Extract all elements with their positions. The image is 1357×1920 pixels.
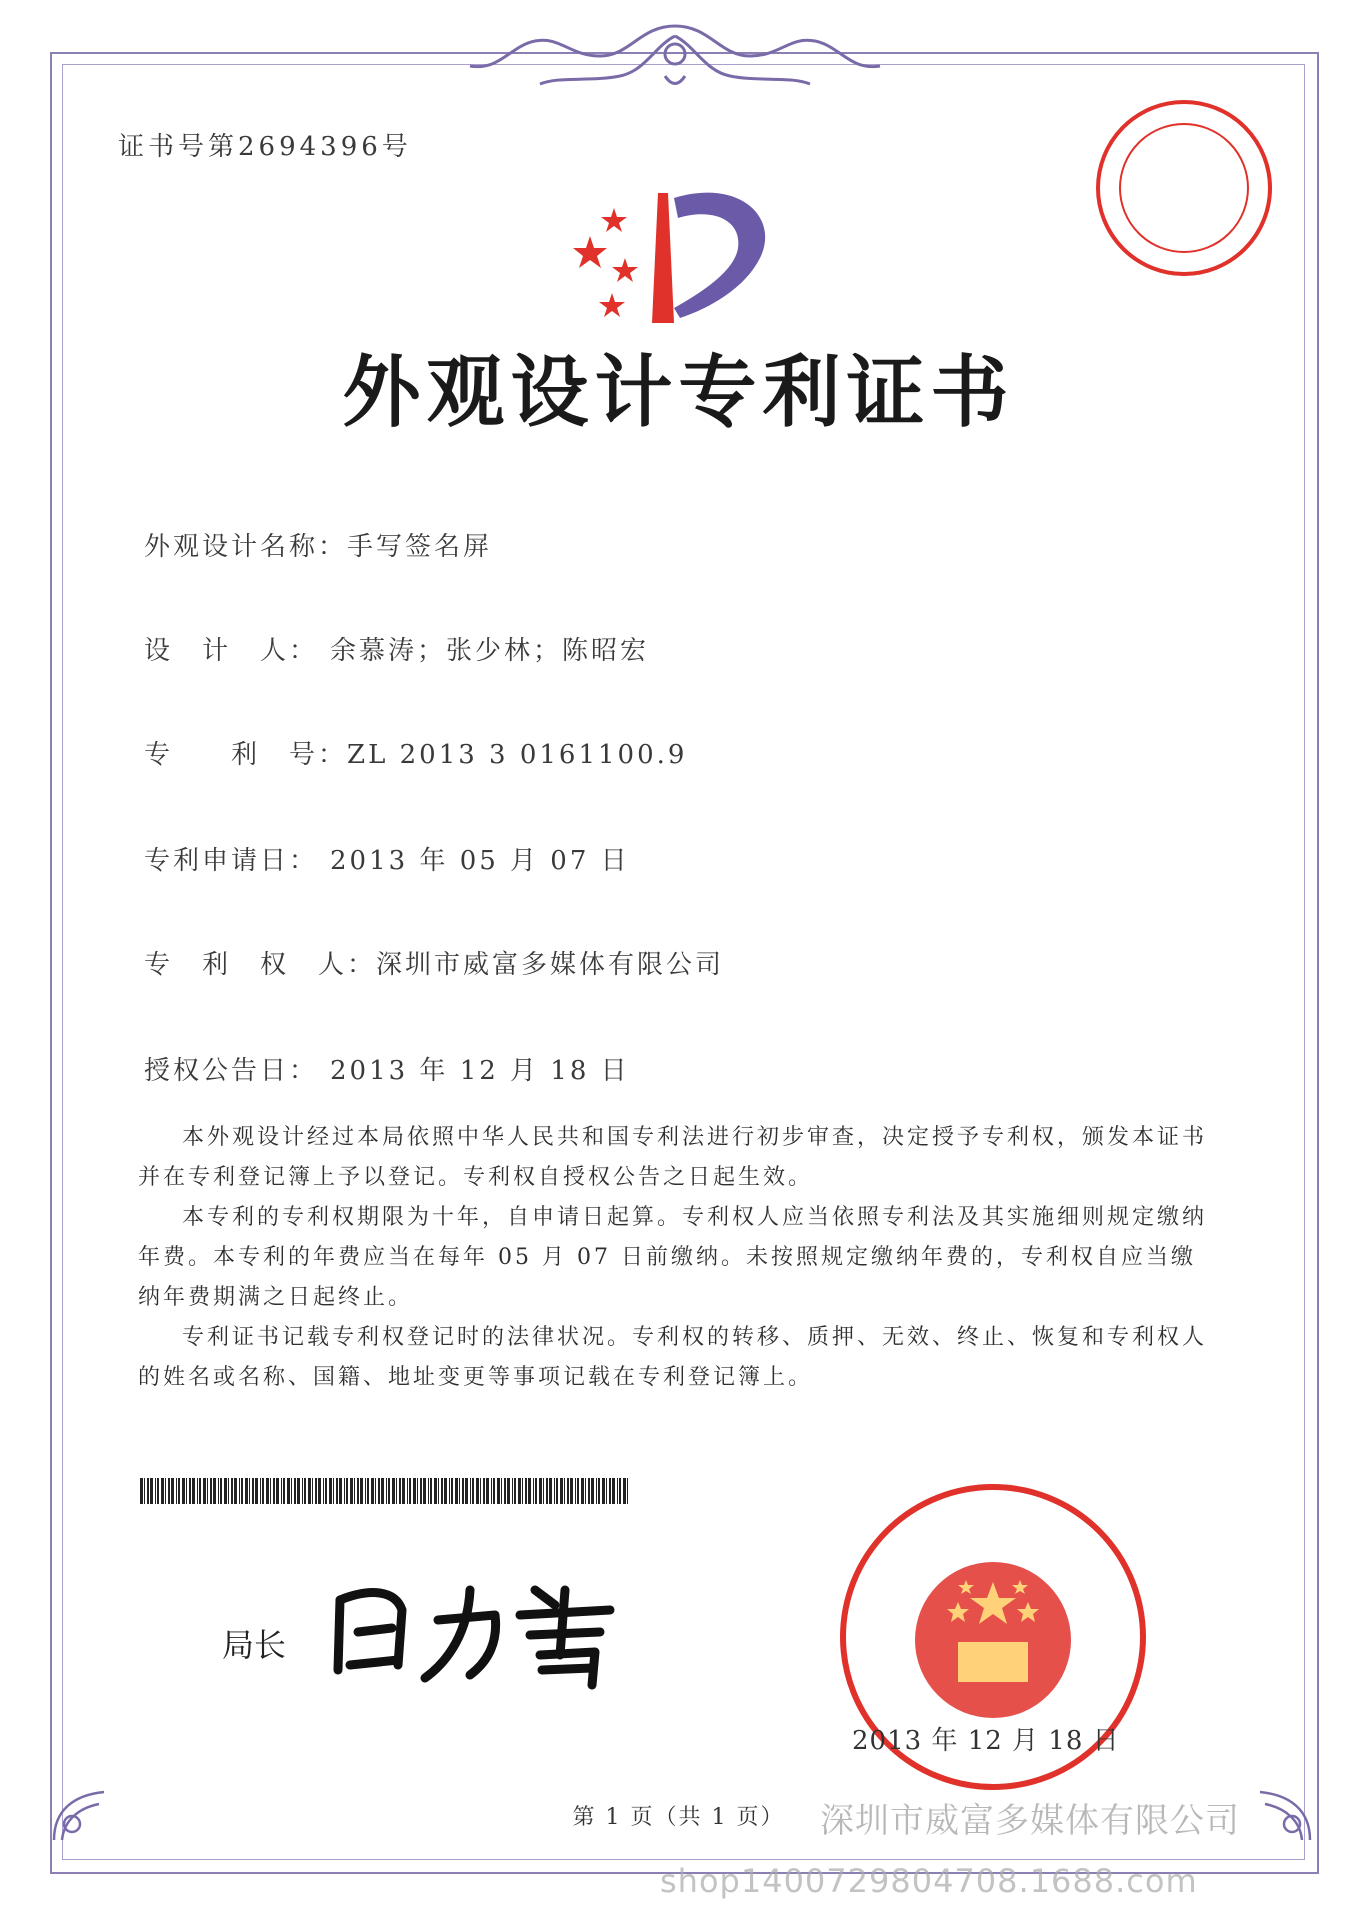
barcode-bar [234,1478,237,1504]
barcode-bar [266,1478,269,1504]
barcode-bar [423,1478,426,1504]
barcode-bar [182,1478,185,1504]
barcode-bar [161,1478,164,1504]
barcode-bar [252,1478,254,1504]
barcode-bar [554,1478,555,1504]
certificate-title: 外观设计专利证书 [342,348,1015,438]
barcode-bar [602,1478,605,1504]
barcode-bar [144,1478,145,1504]
barcode-bar [407,1478,408,1504]
barcode-bar [560,1478,563,1504]
barcode-bar [606,1478,607,1504]
barcode-bar [528,1478,531,1504]
barcode-bar [192,1478,195,1504]
barcode-bar [210,1478,212,1504]
barcode-bar [392,1478,395,1504]
barcode-bar [581,1478,584,1504]
barcode-bar [260,1478,261,1504]
barcode-bar [323,1478,324,1504]
barcode-bar [465,1478,468,1504]
barcode-bar [339,1478,342,1504]
barcode-bar [218,1478,219,1504]
barcode-bar [575,1478,576,1504]
barcode-bar [525,1478,527,1504]
barcode-bar [381,1478,384,1504]
body-paragraph: 专利证书记载专利权登记时的法律状况。专利权的转移、质押、无效、终止、恢复和专利权人的姓名或名称、国籍、地址变更等事项记载在专利登记簿上。 [138,1325,1208,1390]
field-label: 专 利 权 人： [144,950,377,980]
barcode-bar [512,1478,513,1504]
barcode-bar [168,1478,170,1504]
barcode-bar [577,1478,579,1504]
barcode-bar [623,1478,626,1504]
field-patent-number [144,734,687,771]
barcode-bar [585,1478,586,1504]
seal-date: 2013 年 12 月 18 日 [852,1726,1120,1756]
barcode-bar [483,1478,485,1504]
barcode-bar [409,1478,411,1504]
barcode-bar [231,1478,233,1504]
barcode-bar [388,1478,390,1504]
barcode-bar [189,1478,191,1504]
field-value: 余慕涛；张少林；陈昭宏 [330,636,650,666]
barcode-bar [199,1478,201,1504]
barcode-bar [365,1478,366,1504]
barcode-bar [325,1478,327,1504]
barcode-bar [428,1478,429,1504]
barcode-bar [367,1478,369,1504]
barcode-bar [609,1478,611,1504]
barcode-bar [459,1478,460,1504]
barcode-bar [294,1478,296,1504]
barcode-bar [249,1478,250,1504]
barcode [140,1478,630,1504]
field-label: 外观设计名称： [144,532,348,562]
field-designer [144,630,649,667]
barcode-bar [619,1478,621,1504]
barcode-bar [480,1478,481,1504]
barcode-bar [570,1478,573,1504]
watermark-company: 深圳市威富多媒体有限公司 [820,1801,1240,1841]
field-value: 深圳市威富多媒体有限公司 [376,950,725,980]
barcode-bar [245,1478,248,1504]
barcode-bar [297,1478,300,1504]
barcode-bar [302,1478,303,1504]
field-value: 2013 年 12 月 18 日 [330,1056,630,1086]
barcode-bar [430,1478,432,1504]
barcode-bar [378,1478,380,1504]
field-value: ZL 2013 3 0161100.9 [347,740,688,770]
barcode-bar [444,1478,447,1504]
barcode-bar [165,1478,166,1504]
barcode-bar [493,1478,495,1504]
barcode-bar [241,1478,243,1504]
page-number: 第 1 页（共 1 页） [572,1805,785,1830]
director-label: 局长 [222,1626,287,1664]
barcode-bar [434,1478,437,1504]
barcode-bar [276,1478,279,1504]
barcode-bar [197,1478,198,1504]
barcode-bar [449,1478,450,1504]
barcode-bar [228,1478,229,1504]
barcode-bar [176,1478,177,1504]
certificate-number: 证书号第2694396号 [118,132,412,162]
barcode-bar [497,1478,500,1504]
field-label: 专利申请日： [144,846,319,876]
barcode-bar [157,1478,159,1504]
barcode-bar [556,1478,558,1504]
barcode-bar [213,1478,216,1504]
barcode-bar [375,1478,376,1504]
barcode-bar [491,1478,492,1504]
barcode-bar [535,1478,537,1504]
barcode-bar [360,1478,363,1504]
barcode-bar [273,1478,275,1504]
barcode-bar [255,1478,258,1504]
barcode-bar [413,1478,416,1504]
barcode-bar [318,1478,321,1504]
barcode-bar [336,1478,338,1504]
top-ornament [440,16,910,96]
barcode-bar [476,1478,479,1504]
barcode-bar [588,1478,590,1504]
barcode-bar [486,1478,489,1504]
barcode-bar [438,1478,439,1504]
barcode-bar [522,1478,523,1504]
field-patentee [144,944,724,981]
barcode-bar [140,1478,143,1504]
certificate-body [138,1118,1208,1398]
field-label: 专 利 号： [144,740,348,770]
barcode-bar [417,1478,418,1504]
field-label: 设 计 人： [144,636,319,666]
barcode-bar [207,1478,208,1504]
barcode-bar [612,1478,615,1504]
barcode-bar [441,1478,443,1504]
barcode-bar [262,1478,264,1504]
barcode-bar [270,1478,271,1504]
director-signature [320,1560,640,1690]
barcode-bar [564,1478,565,1504]
barcode-bar [549,1478,552,1504]
barcode-bar [357,1478,359,1504]
barcode-bar [220,1478,222,1504]
field-value: 2013 年 05 月 07 日 [330,846,630,876]
barcode-bar [386,1478,387,1504]
barcode-bar [627,1478,628,1504]
cnipa-emblem [570,158,800,338]
barcode-bar [514,1478,516,1504]
barcode-bar [350,1478,353,1504]
barcode-bar [539,1478,542,1504]
barcode-bar [501,1478,502,1504]
barcode-bar [281,1478,282,1504]
barcode-bar [455,1478,458,1504]
barcode-bar [402,1478,405,1504]
barcode-bar [504,1478,506,1504]
barcode-bar [518,1478,521,1504]
barcode-bar [178,1478,180,1504]
barcode-bar [354,1478,355,1504]
barcode-bar [399,1478,401,1504]
barcode-bar [239,1478,240,1504]
barcode-bar [155,1478,156,1504]
body-paragraph: 本专利的专利权期限为十年，自申请日起算。专利权人应当依照专利法及其实施细则规定缴纳年费。本专利的年费应当在每年 05 月 07 日前缴纳。未按照规定缴纳年费的，专利权自应当缴纳年费期满之日起终止。 [138,1205,1208,1310]
barcode-bar [291,1478,292,1504]
field-application-date [144,840,630,877]
barcode-bar [396,1478,397,1504]
barcode-bar [596,1478,597,1504]
barcode-bar [333,1478,334,1504]
barcode-bar [312,1478,313,1504]
barcode-bar [304,1478,306,1504]
barcode-bar [470,1478,471,1504]
barcode-bar [543,1478,544,1504]
barcode-bar [346,1478,348,1504]
barcode-bar [344,1478,345,1504]
barcode-bar [598,1478,600,1504]
tax-seal [1092,96,1276,280]
field-value: 手写签名屏 [347,532,493,562]
barcode-bar [150,1478,153,1504]
barcode-bar [546,1478,548,1504]
barcode-bar [617,1478,618,1504]
barcode-bar [591,1478,594,1504]
barcode-bar [171,1478,174,1504]
barcode-bar [315,1478,317,1504]
barcode-bar [287,1478,290,1504]
barcode-bar [186,1478,187,1504]
barcode-bar [507,1478,510,1504]
barcode-bar [283,1478,285,1504]
barcode-bar [147,1478,149,1504]
watermark-shop-url: shop1400729804708.1688.com [660,1862,1198,1900]
barcode-bar [329,1478,332,1504]
barcode-bar [308,1478,311,1504]
barcode-bar [203,1478,206,1504]
field-grant-date [144,1050,630,1087]
body-paragraph: 本外观设计经过本局依照中华人民共和国专利法进行初步审查，决定授予专利权，颁发本证书并在专利登记簿上予以登记。专利权自授权公告之日起生效。 [138,1125,1208,1190]
barcode-bar [451,1478,453,1504]
barcode-bar [462,1478,464,1504]
barcode-bar [567,1478,569,1504]
field-design-name [144,526,492,563]
barcode-bar [420,1478,422,1504]
barcode-bar [472,1478,474,1504]
barcode-bar [533,1478,534,1504]
barcode-bar [224,1478,227,1504]
field-label: 授权公告日： [144,1056,319,1086]
barcode-bar [371,1478,374,1504]
